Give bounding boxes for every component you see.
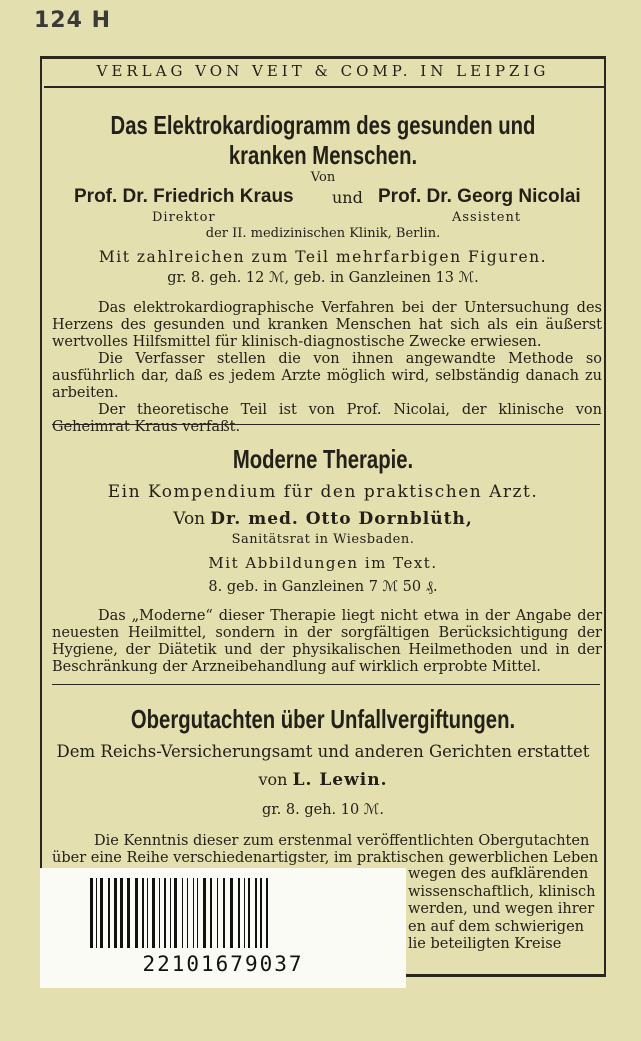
barcode-bar bbox=[114, 878, 117, 948]
book1-und: und bbox=[332, 188, 363, 207]
book2-author: Dr. med. Otto Dornblüth, bbox=[210, 509, 473, 529]
barcode-bar bbox=[120, 878, 123, 948]
barcode-bar bbox=[135, 878, 138, 948]
book1-institution: der II. medizinischen Klinik, Berlin. bbox=[205, 226, 441, 241]
barcode-bar bbox=[244, 878, 245, 948]
book3-byline bbox=[50, 770, 596, 790]
barcode-bar bbox=[238, 878, 240, 948]
barcode-number: 22101679037 bbox=[142, 952, 304, 976]
divider-1 bbox=[52, 424, 600, 425]
barcode-bar bbox=[96, 878, 97, 948]
book1-para2: Die Verfasser stellen die von ihnen angewandte Methode so ausführlich dar, daß es jedem Arzte möglich wird, selbständig danach zu arbeiten. bbox=[52, 351, 602, 401]
book3-author: L. Lewin. bbox=[292, 770, 388, 790]
barcode-bar bbox=[248, 878, 250, 948]
barcode-bar bbox=[266, 878, 268, 948]
book1-title-line1: Das Elektrokardiogramm des gesunden und bbox=[110, 110, 536, 140]
divider-top bbox=[44, 86, 604, 88]
book1-role2: Assistent bbox=[452, 210, 522, 225]
book1-para1: Das elektrokardiographische Verfahren bei der Untersuchung des Herzens des gesunden und kranken Menschen hat sich als ein äußerst wertvolles Hilfsmittel für klinisch-diagnostische Zwecke erwiesen. bbox=[52, 300, 602, 350]
book3-clipped-line: werden, und wegen ihrer bbox=[408, 901, 595, 917]
barcode-bar bbox=[260, 878, 262, 948]
book1-para3: Der theoretische Teil ist von Prof. Nicolai, der klinische von Geheimrat Kraus verfaßt. bbox=[52, 402, 602, 435]
book3-clipped-line: lie beteiligten Kreise bbox=[408, 936, 562, 952]
book1-author1: Prof. Dr. Friedrich Kraus bbox=[74, 186, 294, 207]
publisher-heading: VERLAG VON VEIT & COMP. IN LEIPZIG bbox=[96, 62, 550, 80]
barcode-bar bbox=[230, 878, 233, 948]
divider-2 bbox=[52, 684, 600, 685]
book3-para-line2: über eine Reihe verschiedenartigster, im praktischen gewerblichen Leben bbox=[52, 850, 599, 866]
barcode-label bbox=[40, 868, 406, 988]
barcode-bar bbox=[223, 878, 225, 948]
barcode-bar bbox=[187, 878, 188, 948]
barcode-bar bbox=[170, 878, 171, 948]
book3-price: gr. 8. geh. 10 ℳ. bbox=[262, 802, 384, 818]
book3-clipped-text bbox=[408, 866, 604, 954]
book3-von: von bbox=[258, 770, 288, 789]
book2-subtitle: Ein Kompendium für den praktischen Arzt. bbox=[107, 482, 539, 502]
book2-illustrations: Mit Abbildungen im Text. bbox=[208, 554, 438, 572]
book1-title-line2: kranken Menschen. bbox=[228, 140, 418, 170]
book2-von: Von bbox=[173, 509, 206, 529]
book1-description bbox=[52, 300, 602, 436]
book3-para-line1: Die Kenntnis dieser zum erstenmal veröffentlichten Obergutachten bbox=[94, 833, 590, 849]
book1-illustrations: Mit zahlreichen zum Teil mehrfarbigen Figuren. bbox=[98, 248, 548, 266]
barcode-bar bbox=[159, 878, 160, 948]
barcode-bar bbox=[255, 878, 257, 948]
book1-role1: Direktor bbox=[152, 210, 216, 225]
book3-clipped-line: wegen des aufklärenden bbox=[408, 866, 589, 882]
barcode-bar bbox=[142, 878, 144, 948]
barcode-bar bbox=[210, 878, 212, 948]
book2-price: 8. geb. in Ganzleinen 7 ℳ 50 ₰. bbox=[208, 579, 438, 595]
barcode-bar bbox=[203, 878, 206, 948]
barcode-bar bbox=[100, 878, 103, 948]
barcode-bar bbox=[197, 878, 198, 948]
book3-clipped-line: en auf dem schwierigen bbox=[408, 918, 585, 935]
barcode-bar bbox=[182, 878, 183, 948]
book1-price: gr. 8. geh. 12 ℳ, geb. in Ganzleinen 13 ℳ. bbox=[167, 270, 479, 286]
book1-von: Von bbox=[310, 170, 336, 185]
book3-title: Obergutachten über Unfallvergiftungen. bbox=[130, 704, 516, 734]
barcode-bar bbox=[108, 878, 110, 948]
barcode-bar bbox=[164, 878, 166, 948]
barcode-bars bbox=[90, 878, 360, 954]
book3-subtitle: Dem Reichs-Versicherungsamt und anderen Gerichten erstattet bbox=[56, 742, 590, 761]
book2-para1: Das „Moderne“ dieser Therapie liegt nicht etwa in der Angabe der neuesten Heilmittel, sondern in der sorgfältigen Berücksichtigung der Hygiene, der Diätetik und der physikalischen Heilmethoden und in der Beschränkung der Arzneibehandlung auf wirklich erprobte Mittel. bbox=[52, 608, 602, 675]
book2-description bbox=[52, 608, 602, 676]
barcode-bar bbox=[193, 878, 194, 948]
book2-byline bbox=[50, 509, 596, 529]
book1-author2: Prof. Dr. Georg Nicolai bbox=[378, 186, 581, 207]
barcode-bar bbox=[217, 878, 218, 948]
barcode-bar bbox=[174, 878, 177, 948]
book2-title: Moderne Therapie. bbox=[232, 444, 414, 474]
book2-author-role: Sanitätsrat in Wiesbaden. bbox=[231, 532, 415, 547]
book1-authors bbox=[74, 186, 584, 212]
shelfmark: 124 H bbox=[34, 8, 111, 33]
barcode-bar bbox=[127, 878, 130, 948]
barcode-bar bbox=[90, 878, 93, 948]
book3-clipped-line: wissenschaftlich, klinisch bbox=[408, 883, 596, 900]
barcode-bar bbox=[152, 878, 155, 948]
barcode-bar bbox=[147, 878, 148, 948]
